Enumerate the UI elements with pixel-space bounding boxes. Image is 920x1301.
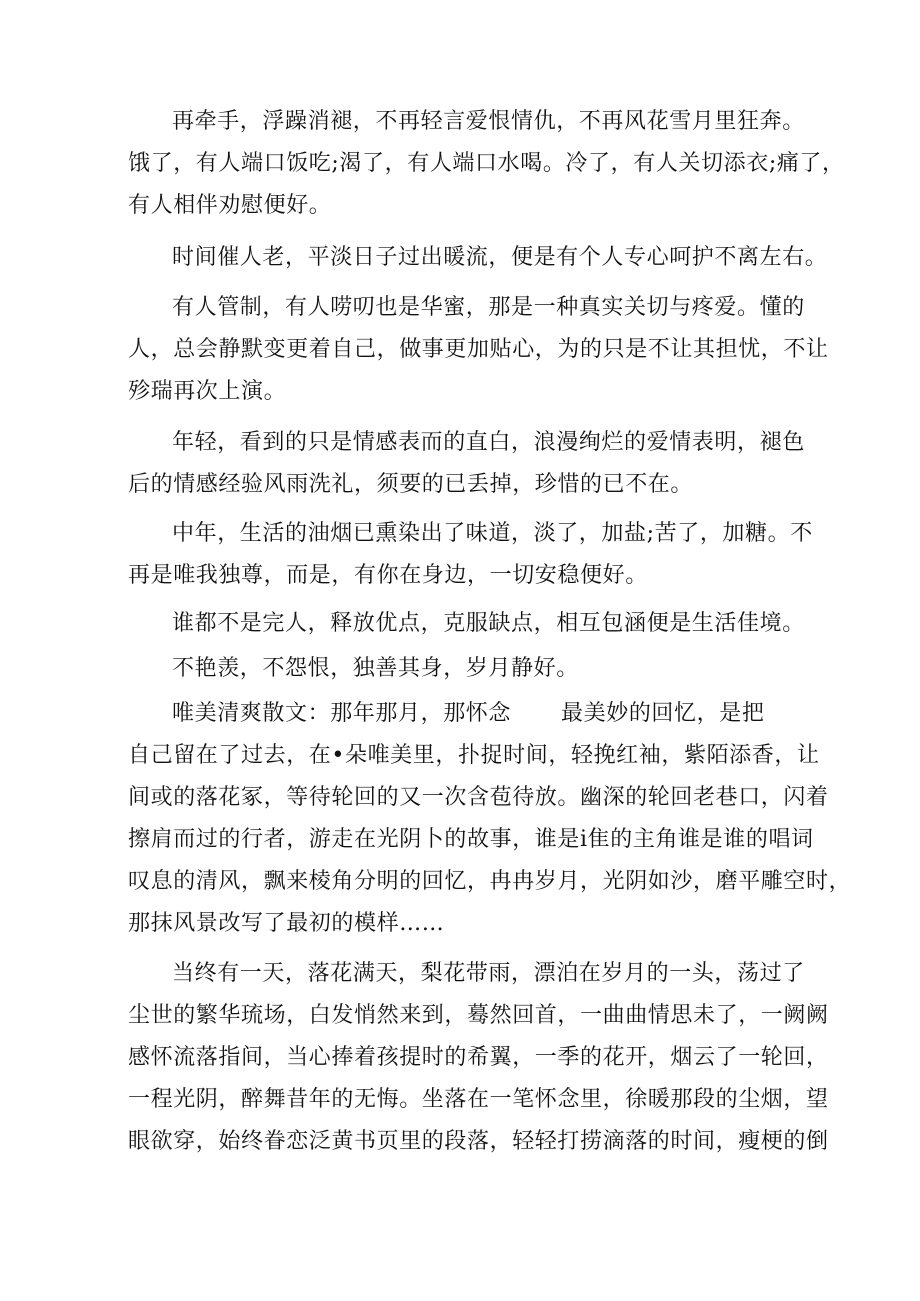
paragraph-line: 当终有一天，落花满天，梨花带雨，漂泊在岁月的一头，荡过了 bbox=[172, 961, 805, 986]
paragraph bbox=[128, 648, 798, 690]
paragraph-line: 时间催人老，平淡日子过出暖流，便是有个人专心呵护不离左右。 bbox=[172, 245, 828, 270]
paragraph-line: 年轻，看到的只是情感表而的直白，浪漫绚烂的爱情表明，褪色 bbox=[172, 430, 805, 455]
paragraph-line: 有人管制，有人唠叨也是华蜜，那是一种真实关切与疼爱。懂的 bbox=[172, 295, 805, 320]
paragraph-line: 叹息的清风，飘来棱角分明的回忆，冉冉岁月，光阴如沙，磨平雕空时， bbox=[128, 869, 852, 894]
paragraph-line: 眼欲穿，始终眷恋泛黄书页里的段落，轻轻打捞滴落的时间，瘦梗的倒 bbox=[128, 1129, 829, 1154]
paragraph-line: 擦肩而过的行者，游走在光阴卜的故事，谁是i隹的主角谁是谁的唱词 bbox=[128, 827, 814, 852]
paragraph-line: 一程光阴，醉舞昔年的无悔。坐落在一笔怀念里，徐暖那段的尘烟，望 bbox=[128, 1087, 829, 1112]
paragraph bbox=[128, 237, 828, 279]
paragraph-line: 再牵手，浮躁消褪，不再轻言爱恨情仇，不再风花雪月里狂奔。 bbox=[172, 109, 805, 134]
paragraph bbox=[128, 953, 829, 1163]
paragraph-line: 饿了，有人端口饭吃;渴了，有人端口水喝。冷了，有人关切添衣;痛了， bbox=[128, 151, 845, 176]
paragraph-line: 尘世的繁华琉场，白发悄然来到，蓦然回首，一曲曲情思未了，一阙阙 bbox=[128, 1003, 829, 1028]
essay-title-tail: 最美妙的回忆，是把 bbox=[561, 701, 765, 726]
paragraph-line: 殄瑞再次上演。 bbox=[128, 379, 287, 404]
paragraph bbox=[128, 693, 852, 945]
paragraph bbox=[128, 603, 805, 645]
paragraph bbox=[128, 101, 845, 227]
essay-title: 唯美清爽散文：那年那月，那怀念 bbox=[172, 701, 512, 726]
paragraph-title-line bbox=[128, 693, 798, 735]
paragraph bbox=[128, 287, 829, 413]
paragraph-line: 感怀流落指间，当心捧着孩提时的希翼，一季的花开，烟云了一轮回， bbox=[128, 1045, 829, 1070]
paragraph-line: 不艳羡，不怨恨，独善其身，岁月静好。 bbox=[172, 656, 579, 681]
paragraph-line: 有人相伴劝慰便好。 bbox=[128, 193, 332, 218]
paragraph-line: 中年，生活的油烟已熏染出了味道，淡了，加盐;苦了，加糖。不 bbox=[172, 521, 813, 546]
paragraph bbox=[128, 422, 805, 506]
paragraph-line: 谁都不是完人，释放优点，克服缺点，相互包涵便是生活佳境。 bbox=[172, 611, 805, 636]
paragraph bbox=[128, 513, 813, 597]
paragraph-line: 再是唯我独尊，而是，有你在身边，一切安稳便好。 bbox=[128, 563, 648, 588]
paragraph-line: 那抹风景改写了最初的模样…… bbox=[128, 911, 445, 936]
paragraph-line: 人，总会静默变更着自己，做事更加贴心，为的只是不让其担忧，不让 bbox=[128, 337, 829, 362]
paragraph-line: 自己留在了过去，在•朵唯美里，扑捉时间，轻挽红袖，紫陌添香，让 bbox=[128, 743, 820, 768]
paragraph-line: 后的情感经验风雨洗礼，须要的已丢掉，珍惜的已不在。 bbox=[128, 472, 694, 497]
paragraph-line: 间或的落花冢，等待轮回的又一次含苞待放。幽深的轮回老巷口，闪着 bbox=[128, 785, 829, 810]
